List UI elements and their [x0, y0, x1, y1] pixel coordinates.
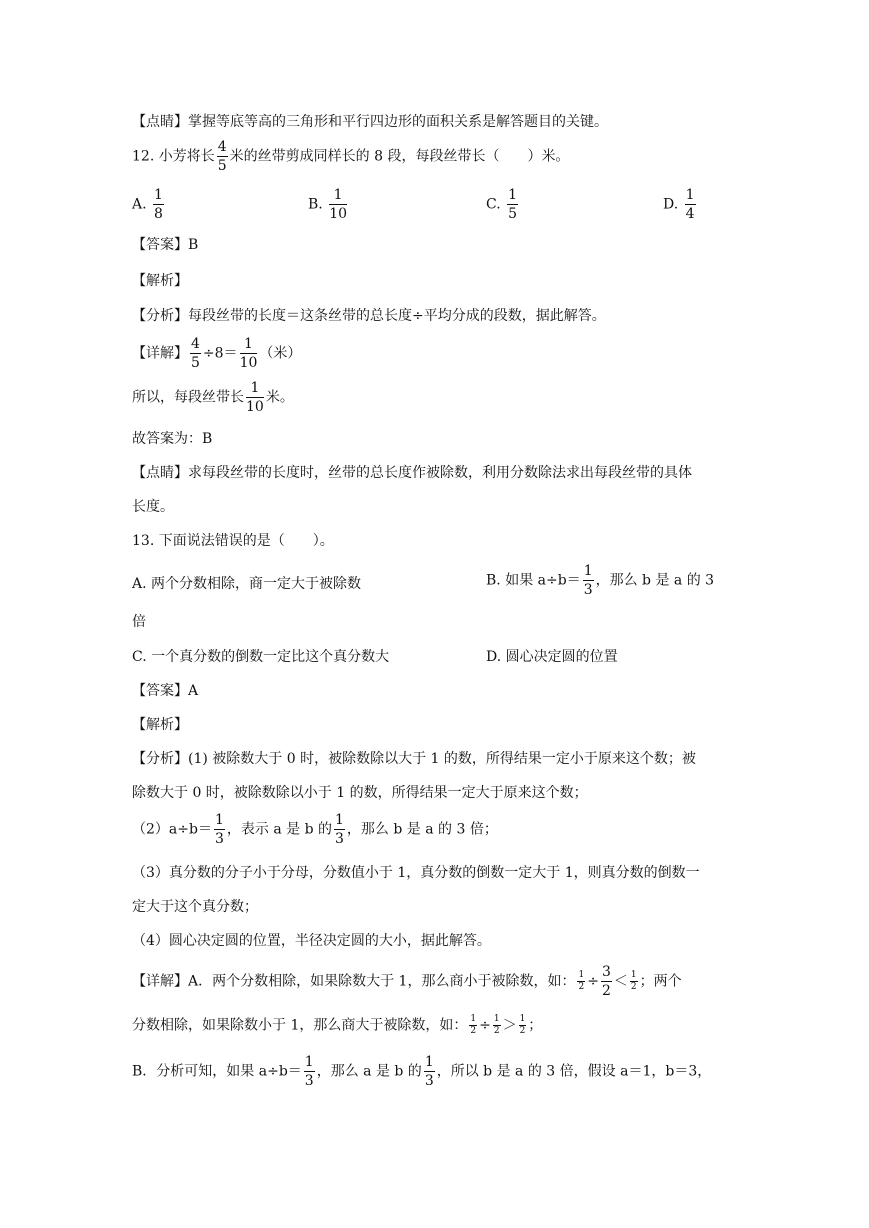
q13-fenxi-4: （3）真分数的分子小于分母，分数值小于 1，真分数的倒数一定大于 1，则真分数的倒数一: [132, 865, 700, 881]
q12-fraction: $\frac{4}{5}$: [217, 139, 227, 174]
dianjing-prev: 【点睛】掌握等底等高的三角形和平行四边形的面积关系是解答题目的关键。: [132, 114, 608, 130]
q13-answer: 【答案】A: [132, 683, 199, 699]
q12-dianjing-1: 【点睛】求每段丝带的长度时，丝带的总长度作被除数，利用分数除法求出每段丝带的具体: [132, 465, 692, 481]
q12-suoyi: 所以，每段丝带长 $\frac{1}{10}$ 米。: [132, 380, 294, 415]
q13-xiangjie-2: 分数相除，如果除数小于 1，那么商大于被除数，如： $\frac{1}{2}$ ÷ $\frac{1}{2}$ ＞ $\frac{1}{2}$ ；: [132, 1014, 543, 1036]
q12-fenxi: 【分析】每段丝带的长度＝这条丝带的总长度÷平均分成的段数，据此解答。: [132, 308, 606, 324]
q13-fenxi-6: （4）圆心决定圆的位置，半径决定圆的大小，据此解答。: [132, 933, 491, 949]
question-13: 13. 下面说法错误的是（ ）。: [132, 533, 334, 549]
q13-option-b-cont: 倍: [132, 614, 146, 630]
q12-xiangjie: 【详解】 $\frac{4}{5}$ ÷8＝ $\frac{1}{10}$ （米）: [132, 336, 302, 371]
q12-dianjing-2: 长度。: [132, 499, 174, 515]
question-12: [132, 140, 569, 173]
q12-option-c: C. $\frac{1}{5}$: [486, 187, 518, 222]
q13-xiangjie-1: 【详解】A．两个分数相除，如果除数大于 1，那么商小于被除数，如： $\frac{1}{2}$ ÷ $\frac{3}{2}$ ＜ $\frac{1}{2}$ ；两个: [132, 964, 682, 999]
q13-xiangjie-3: B．分析可知，如果 a÷b＝ $\frac{1}{3}$ ，那么 a 是 b 的 $\frac{1}{3}$ ，所以 b 是 a 的 3 倍，假设 a＝1，b＝3，: [132, 1054, 712, 1089]
q13-fenxi-5: 定大于这个真分数；: [132, 899, 258, 915]
q12-guda: 故答案为：B: [132, 431, 213, 447]
q13-fenxi-2: 除数大于 0 时，被除数除以小于 1 的数，所得结果一定大于原来这个数；: [132, 785, 588, 801]
q12-text-b: 米的丝带剪成同样长的 8 段，每段丝带长（ ）米。: [229, 148, 570, 165]
q12-options: [132, 188, 752, 228]
q13-option-d: D. 圆心决定圆的位置: [486, 649, 618, 665]
q13-option-a: A. 两个分数相除，商一定大于被除数: [132, 576, 362, 592]
q12-option-a: A. $\frac{1}{8}$: [132, 187, 163, 222]
q12-option-d: D. $\frac{1}{4}$: [663, 187, 695, 222]
q12-text-a: 12. 小芳将长: [132, 148, 215, 165]
q12-answer: 【答案】B: [132, 237, 199, 253]
q13-option-b: B. 如果 a÷b＝ $\frac{1}{3}$ ，那么 b 是 a 的 3: [486, 563, 715, 598]
q13-jiexi: 【解析】: [132, 717, 188, 733]
q12-option-b: B. $\frac{1}{10}$: [308, 187, 348, 222]
q13-option-c: C. 一个真分数的倒数一定比这个真分数大: [132, 649, 390, 665]
q13-fenxi-1: 【分析】(1) 被除数大于 0 时，被除数除以大于 1 的数，所得结果一定小于原来这个数；被: [132, 751, 696, 767]
q12-jiexi: 【解析】: [132, 273, 188, 289]
q13-fenxi-3: （2）a÷b＝ $\frac{1}{3}$ ，表示 a 是 b 的 $\frac{1}{3}$ ，那么 b 是 a 的 3 倍；: [132, 812, 498, 847]
